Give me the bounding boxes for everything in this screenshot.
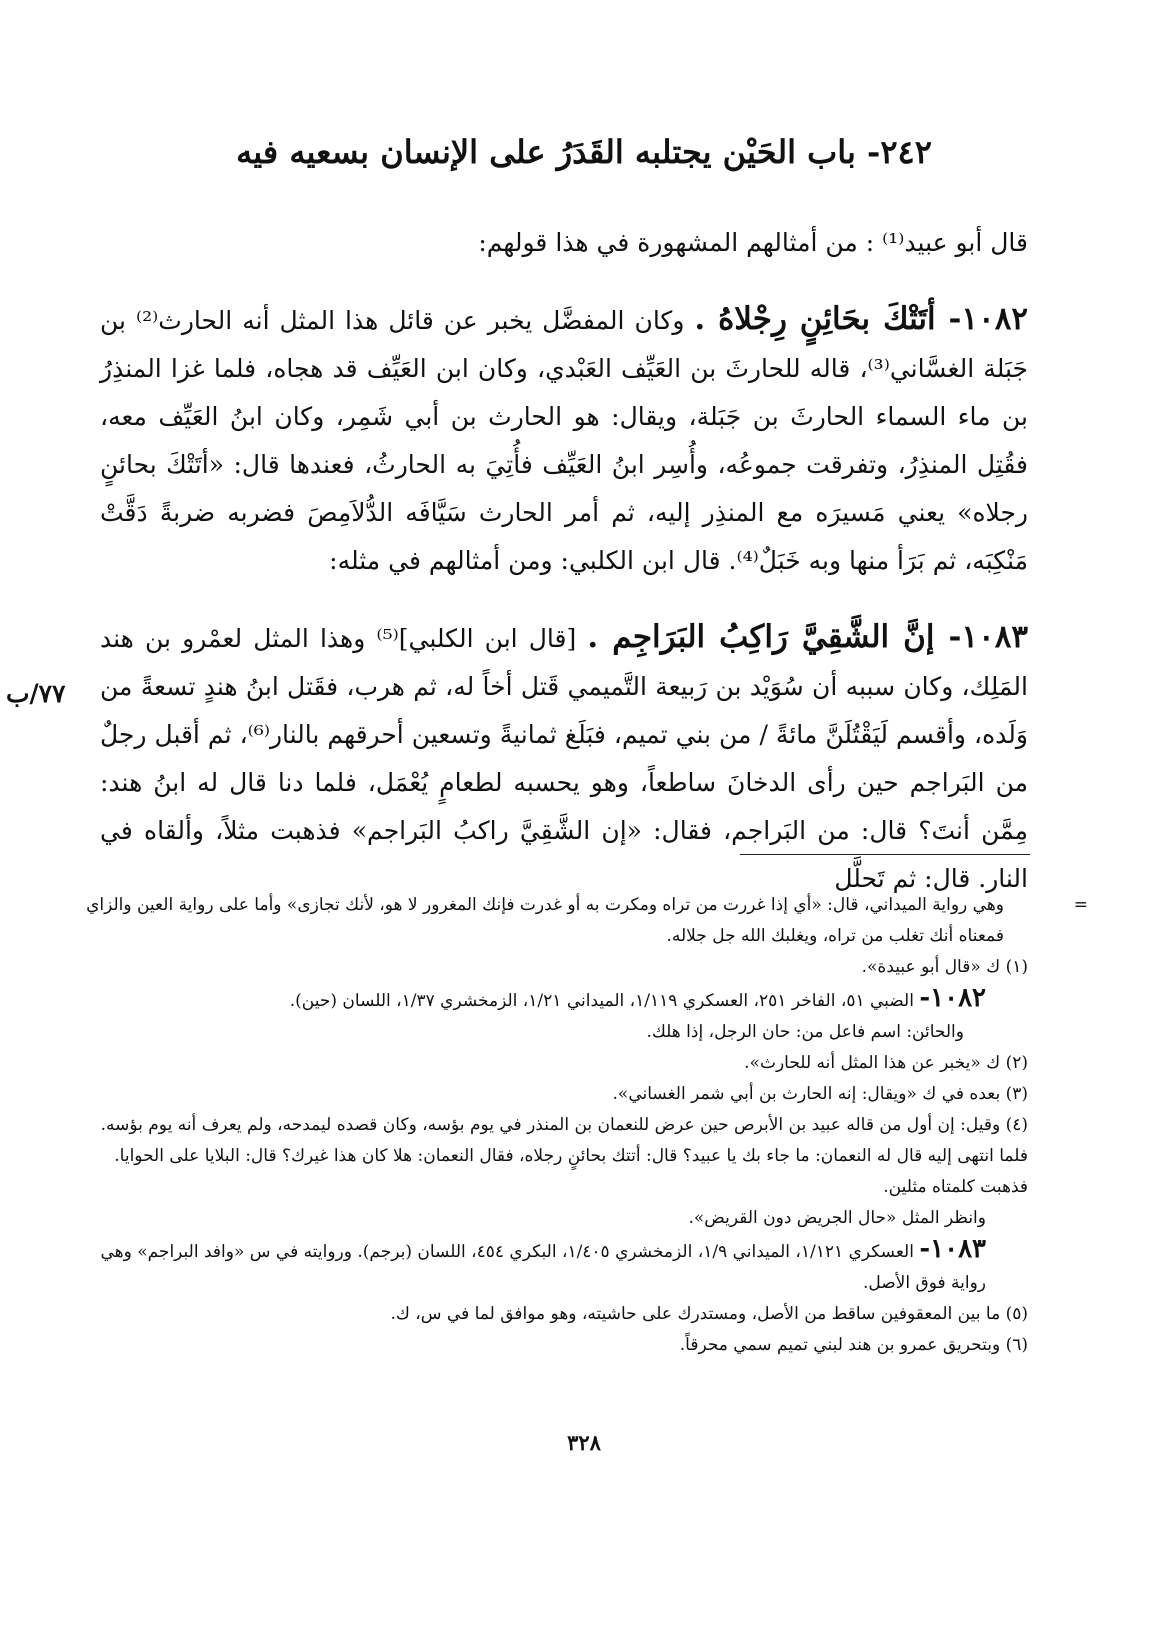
proverb-text-1083: [قال ابن الكلبي]⁽⁵⁾ وهذا المثل لعمْرو بن هند المَلِك، وكان سببه أن سُوَيْد بن رَبيعة التَّميمي قَتل أخاً له، ثم هرب، فقَتل ابنُ هندٍ تسعةً من وَلَده، وأقسم لَيَقْتُلَنَّ مائةً / من بني تميم، فبَلَغ ثمانيةً وتسعين أحرقهم بالنار⁽⁶⁾، ثم أقبل رجلٌ من البَراجم حين رأى الدخانَ ساطعاً، وهو يحسبه لطعامٍ يُعْمَل، فلما دنا قال له ابنُ هند: مِمَّن أنتَ؟ قال: من البَراجم، فقال: «إن الشَّقِيَّ راكبُ البَراجم» فذهبت مثلاً، وألقاه في النار. قال: ثم تَحلَّل	[100, 624, 1028, 893]
footnote-continuation-text: وهي رواية الميداني، قال: «أي إذا غررت من تراه ومكرت به أو غدرت فإنك المغرور لا هو، لأنك تجازى» وأما على رواية العين والزاي فمعناه أنك تغلب من تراه، ويغلبك الله جل جلاله.	[86, 895, 1004, 946]
reference-1083	[68, 1234, 1028, 1299]
footnote-1: (١) ك «قال أبو عبيدة».	[861, 957, 1028, 977]
proverb-entry-1083	[100, 613, 1028, 903]
reference-1083-number: ١٠٨٣-	[919, 1234, 986, 1264]
footnote-3: (٣) بعده في ك «ويقال: إنه الحارث بن أبي شمر الغساني».	[612, 1084, 1028, 1104]
reference-1082-text: الضبي ٥١، الفاخر ٢٥١، العسكري ١/١١٩، الميداني ١/٢١، الزمخشري ١/٣٧، اللسان (حين).	[289, 991, 914, 1011]
proverb-entry-1082	[100, 295, 1028, 585]
proverb-heading-1083: ١٠٨٣- إنَّ الشَّقِيَّ رَاكِبُ البَرَاجِم .	[587, 619, 1028, 655]
footnote-divider	[740, 854, 1030, 855]
chapter-title: ٢٤٢- باب الحَيْن يجتلبه القَدَرُ على الإنسان بسعيه فيه	[236, 133, 932, 172]
page-number: ٣٢٨	[567, 1430, 601, 1455]
reference-1082-number: ١٠٨٢-	[919, 983, 986, 1013]
manuscript-folio-note: ٧٧/ب	[6, 679, 66, 708]
footnote-2: (٢) ك «يخبر عن هذا المثل أنه للحارث».	[744, 1053, 1028, 1073]
footnote-5: (٥) ما بين المعقوفين ساقط من الأصل، ومستدرك على حاشيته، وهو موافق لما في س، ك.	[390, 1304, 1028, 1324]
continuation-mark: =	[1073, 895, 1088, 915]
reference-1082-note: والحائن: اسم فاعل من: حان الرجل، إذا هلك.	[646, 1022, 964, 1042]
footnote-6: (٦) وبتحريق عمرو بن هند لبني تميم سمي محرقاً.	[679, 1335, 1028, 1355]
proverb-heading-1082: ١٠٨٢- أتَتْكَ بحَائِنٍ رِجْلاهُ .	[694, 301, 1028, 337]
footnote-4-note: وانظر المثل «حال الجريض دون القريض».	[688, 1208, 986, 1228]
proverb-text-1082: وكان المفضَّل يخبر عن قائل هذا المثل أنه الحارث⁽²⁾ بن جَبَلة الغسَّاني⁽³⁾، قاله للحارثَ بن العَيِّف العَبْدي، وكان ابن العَيِّف قد هجاه، فلما غزا المنذِرُ بن ماء السماء الحارثَ بن جَبَلة، ويقال: هو الحارث بن أبي شَمِر، وكان ابنُ العَيِّف معه، فقُتِل المنذِرُ، وتفرقت جموعُه، وأُسِر ابنُ العَيِّف فأُتِيَ به الحارثُ، فعندها قال: «أتَتْكَ بحائنٍ رجلاه» يعني مَسيرَه مع المنذِر إليه، ثم أمر الحارث سَيَّافَه الدُّلاَمِصَ فضربه ضربةً دَقَّتْ مَنْكِبَه، ثم بَرَأ منها وبه خَبَلٌ⁽⁴⁾. قال ابن الكلبي: ومن أمثالهم في مثله:	[100, 306, 1028, 575]
reference-1082	[68, 983, 1028, 1017]
intro-paragraph: قال أبو عبيد⁽¹⁾ : من أمثالهم المشهورة في هذا قولهم:	[478, 228, 1028, 257]
reference-1083-text: العسكري ١/١٢١، الميداني ١/٩، الزمخشري ١/٤٠٥، البكري ٤٥٤، اللسان (برجم). وروايته في س «وافد البراجم» وهي رواية فوق الأصل.	[100, 1242, 986, 1293]
footnote-4: (٤) وقيل: إن أول من قاله عبيد بن الأبرص حين عرض للنعمان بن المنذر في يوم بؤسه، وكان قصده ليمدحه، ولم يعرف أنه يوم بؤسه. فلما انتهى إليه قال له النعمان: ما جاء بك يا عبيد؟ قال: أتتك بحائنٍ رجلاه، فقال النعمان: هلا كان هذا غيرك؟ قال: البلايا على الحوايا. فذهبت كلمتاه مثلين.	[100, 1115, 1028, 1197]
footnote-continuation	[68, 890, 1088, 952]
footnotes	[68, 890, 1088, 1361]
